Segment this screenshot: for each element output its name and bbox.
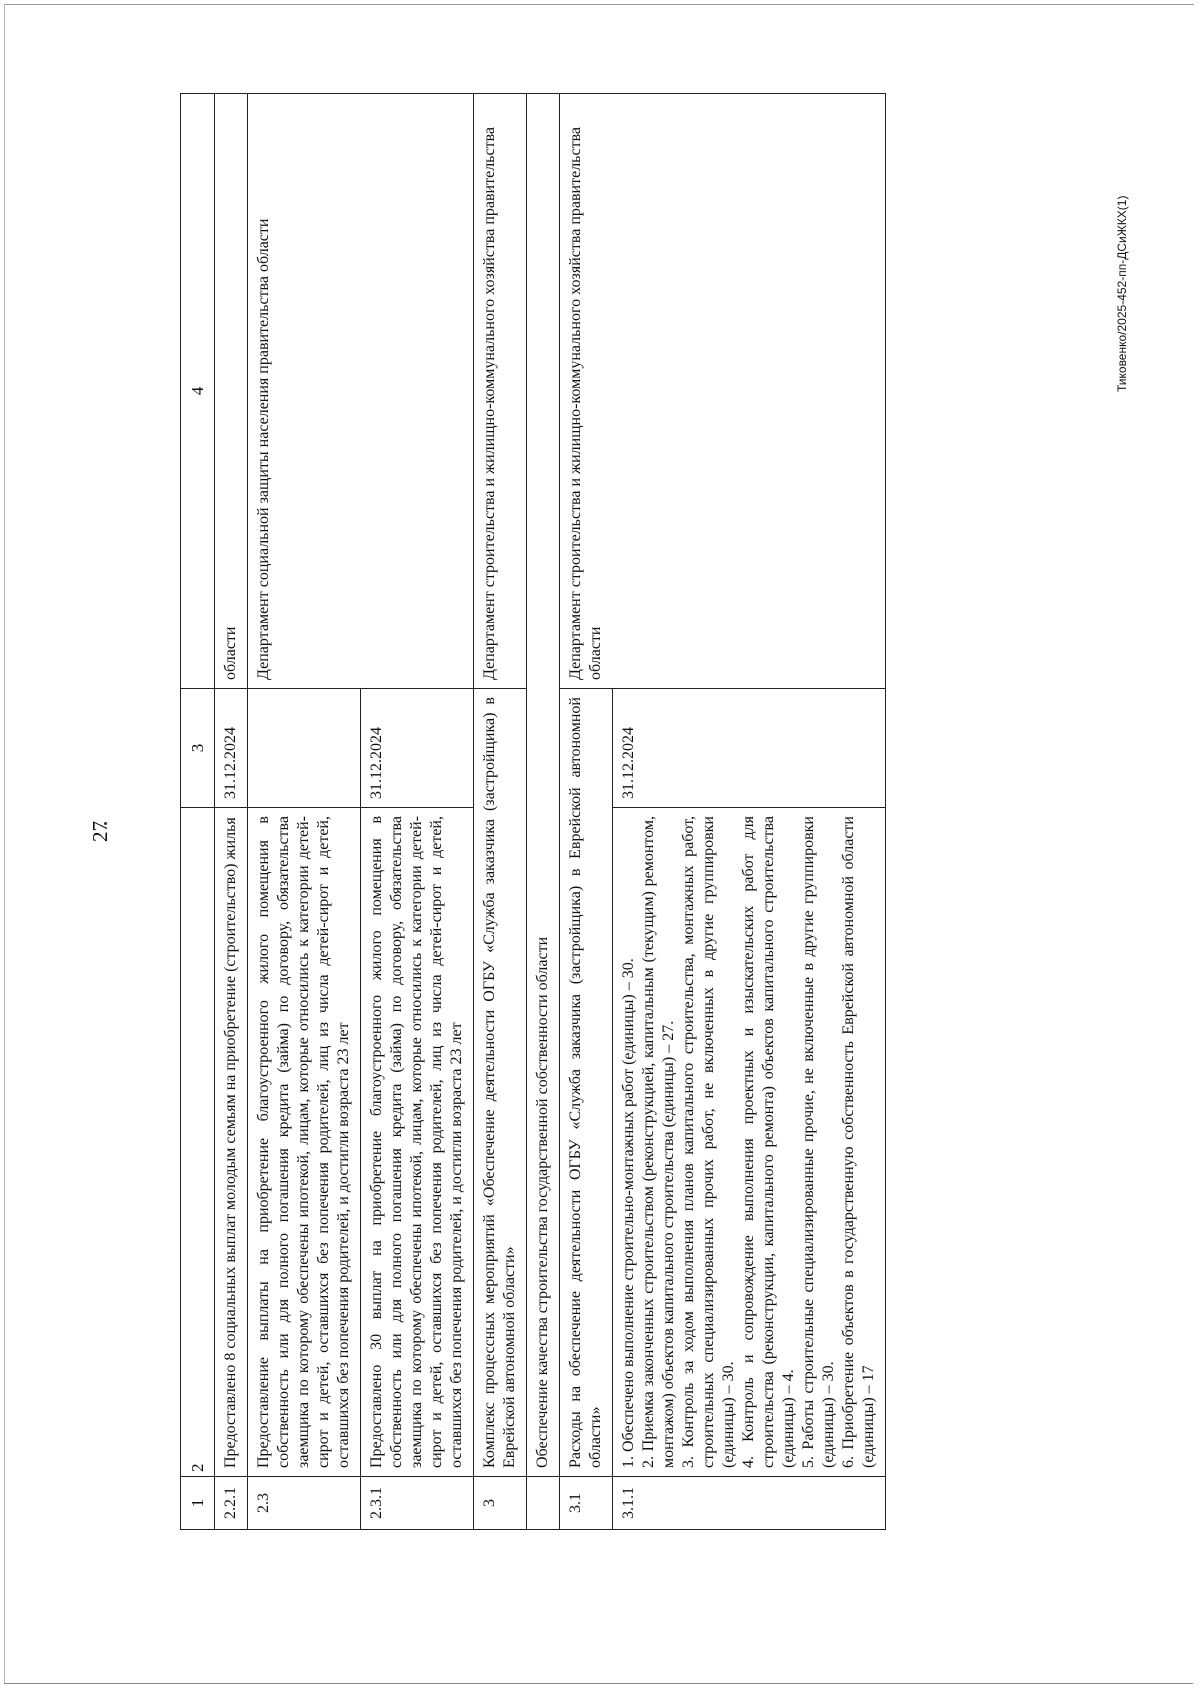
row-number: 2.3: [248, 1477, 361, 1530]
row-date: [248, 689, 361, 808]
table-row: [215, 94, 248, 1530]
row-number: 2.2.1: [215, 1477, 248, 1530]
row-responsible: Департамент строительства и жилищно-коммунального хозяйства правительства области: [560, 94, 886, 689]
list-item: 2. Приемка законченных строительством (реконструкцией, капитальным (текущим) ремонтом, монтажом) объектов капитального строительства (единицы) – 27.: [640, 816, 678, 1468]
row-text: Предоставлено 8 социальных выплат молодым семьям на приобретение (строительство) жилья: [215, 808, 248, 1477]
table-row: [560, 94, 613, 1530]
row-number: 2.3.1: [361, 1477, 474, 1530]
row-number: 3: [474, 1477, 527, 1530]
row-responsible: области: [215, 94, 248, 689]
row-responsible: Департамент социальной защиты населения правительства области: [248, 94, 474, 689]
row-date: 31.12.2024: [613, 689, 886, 808]
list-item: 3. Контроль за ходом выполнения планов капитального строительства, монтажных работ, строительных специализированных прочих работ, не включенных в другие группировки (единицы) – 30.: [680, 816, 738, 1468]
row-text: Расходы на обеспечение деятельности ОГБУ «Служба заказчика (застройщика) в Еврейской автономной области»: [560, 689, 613, 1477]
col-header-3: 3: [181, 689, 215, 808]
col-header-4: 4: [181, 94, 215, 689]
col-header-1: 1: [181, 1477, 215, 1530]
page-number: 27: [88, 821, 112, 842]
row-list: [613, 808, 886, 1477]
rotated-table-container: [180, 126, 1060, 1530]
row-text: Предоставление выплаты на приобретение благоустроенного жилого помещения в собственность или для полного погашения кредита (займа) по договору, обязательства заемщика по которому обеспечены ипотекой, лицам, которые относились к категории детей-сирот и детей, оставшихся без попечения родителей, лиц из числа детей-сирот и детей, оставшихся без попечения родителей, и достигли возраста 23 лет: [248, 808, 361, 1477]
page-bottom-edge: [4, 1683, 1193, 1684]
row-number: [527, 1477, 560, 1530]
row-date: 31.12.2024: [215, 689, 248, 808]
list-item: 5. Работы строительные специализированные прочие, не включенные в другие группировки (единицы) – 30.: [800, 816, 838, 1468]
table-row: [248, 94, 361, 1530]
table-row: [474, 94, 527, 1530]
row-text: Комплекс процессных мероприятий «Обеспечение деятельности ОГБУ «Служба заказчика (застройщика) в Еврейской автономной области»: [474, 689, 527, 1477]
row-text: Предоставлено 30 выплат на приобретение благоустроенного жилого помещения в собственность или для полного погашения кредита (займа) по договору, обязательства заемщика по которому обеспечены ипотекой, лицам, которые относились к категории детей-сирот и детей, оставшихся без попечения родителей, лиц из числа детей-сирот и детей, оставшихся без попечения родителей, и достигли возраста 23 лет: [361, 808, 474, 1477]
list-item: 6. Приобретение объектов в государственную собственность Еврейской автономной области (единицы) – 17: [840, 816, 878, 1468]
document-code: Тиковенко/2025-452-пп-ДСиЖКХ(1): [1115, 195, 1129, 392]
table-row: [527, 94, 560, 1530]
program-measures-table: [180, 93, 886, 1530]
row-responsible: Департамент строительства и жилищно-коммунального хозяйства правительства: [474, 94, 527, 689]
row-number: 3.1.1: [613, 1477, 886, 1530]
col-header-2: 2: [181, 808, 215, 1477]
header-row: [181, 94, 215, 1530]
list-item: 1. Обеспечено выполнение строительно-монтажных работ (единицы) – 30.: [620, 958, 638, 1468]
list-item: 4. Контроль и сопровождение выполнения проектных и изыскательских работ для строительства (реконструкции, капитального ремонта) объектов капитального строительства (единицы) – 4.: [740, 816, 798, 1468]
row-text: Обеспечение качества строительства государственной собственности области: [527, 94, 560, 1477]
row-number: 3.1: [560, 1477, 613, 1530]
row-date: 31.12.2024: [361, 689, 474, 808]
